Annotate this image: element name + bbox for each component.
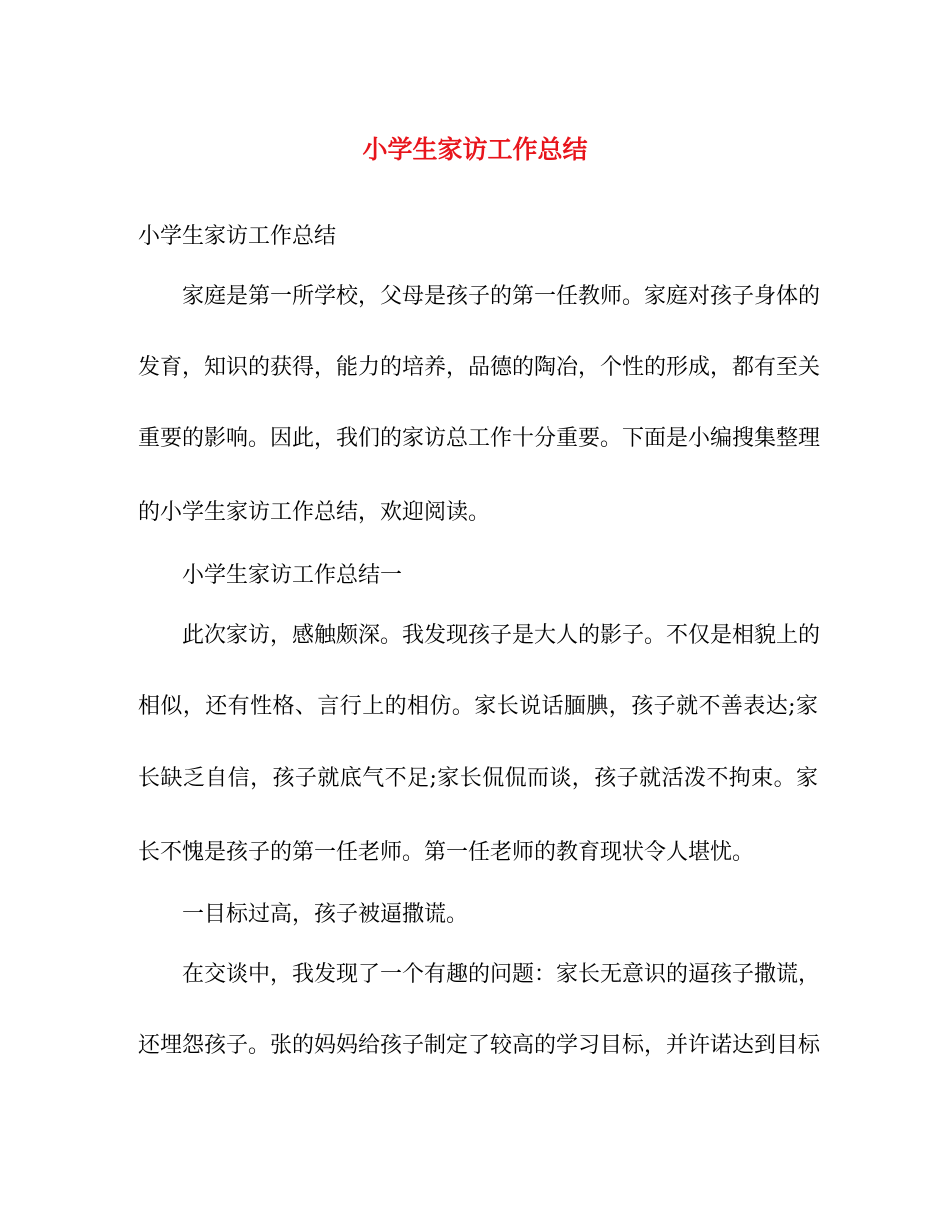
paragraph-line: 在交谈中，我发现了一个有趣的问题：家长无意识的逼孩子撒谎， [182, 962, 821, 987]
paragraph-line: 相似，还有性格、言行上的相仿。家长说话腼腆，孩子就不善表达;家 [138, 694, 818, 719]
paragraph-line: 家庭是第一所学校，父母是孩子的第一任教师。家庭对孩子身体的 [182, 284, 821, 309]
paragraph-line: 发育，知识的获得，能力的培养，品德的陶冶，个性的形成，都有至关 [138, 355, 821, 380]
document-title: 小学生家访工作总结 [362, 135, 588, 164]
paragraph-line: 的小学生家访工作总结，欢迎阅读。 [138, 500, 491, 525]
paragraph-line: 长缺乏自信，孩子就底气不足;家长侃侃而谈，孩子就活泼不拘束。家 [138, 766, 818, 791]
document-subtitle: 小学生家访工作总结 [138, 224, 337, 249]
paragraph-line: 重要的影响。因此，我们的家访总工作十分重要。下面是小编搜集整理 [138, 426, 821, 451]
section-heading: 小学生家访工作总结一 [182, 563, 403, 588]
point-heading: 一目标过高，孩子被逼撒谎。 [182, 902, 469, 927]
paragraph-line: 还埋怨孩子。张的妈妈给孩子制定了较高的学习目标，并许诺达到目标 [138, 1033, 821, 1058]
paragraph-line: 长不愧是孩子的第一任老师。第一任老师的教育现状令人堪忧。 [138, 840, 755, 865]
paragraph-line: 此次家访，感触颇深。我发现孩子是大人的影子。不仅是相貌上的 [182, 623, 821, 648]
